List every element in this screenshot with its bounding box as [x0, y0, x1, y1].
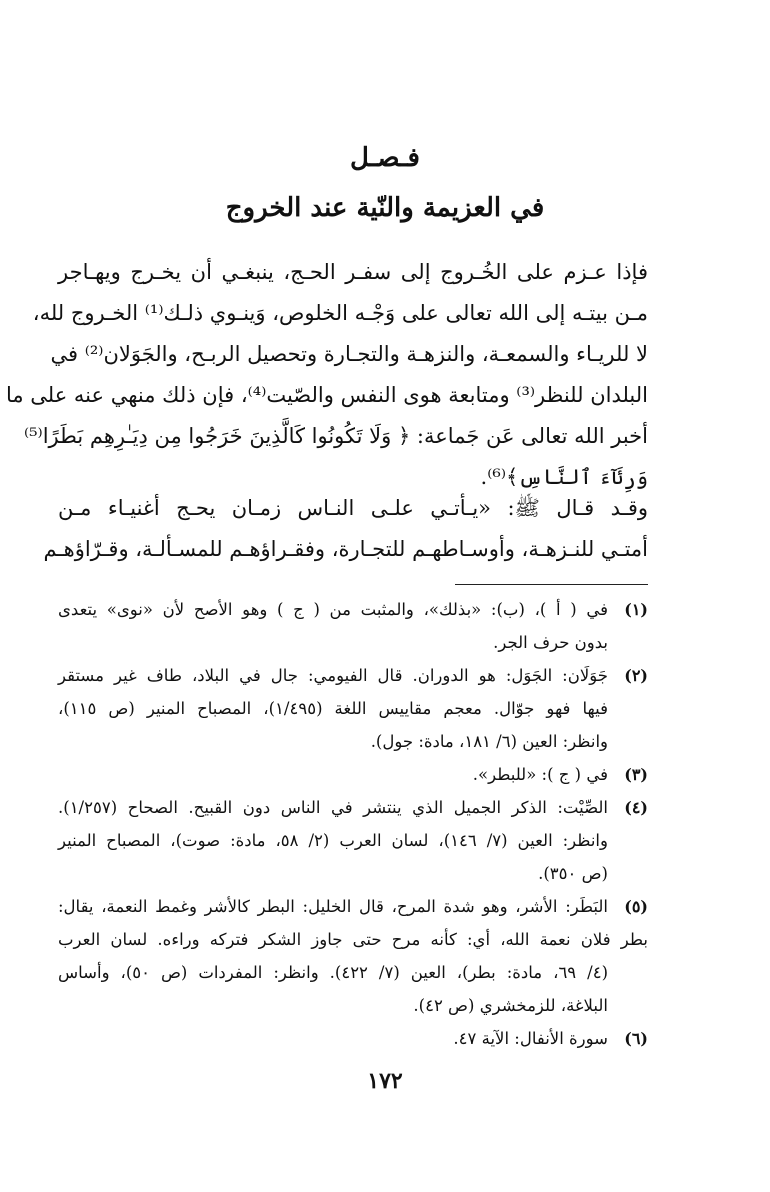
- footnote-2: [58, 659, 648, 758]
- body-paragraph-1: [5, 252, 648, 498]
- footnote-line: في ( ج ): «للبطر».: [472, 765, 608, 784]
- footnote-number: (٤): [624, 798, 648, 817]
- footnote-number: (٦): [624, 1029, 648, 1048]
- footnote-line: بطر فلان نعمة الله، أي: كأنه مرح حتى جاوز الشكر فتركه وراءه. لسان العرب: [58, 930, 648, 949]
- footnote-number: (٢): [624, 666, 648, 685]
- footnote-number: (١): [624, 600, 648, 619]
- text-line: أمتـي للنـزهـة، وأوسـاطهـم للتجـارة، وفقـراؤهـم للمسـألـة، وقـرّاؤهـم: [43, 537, 648, 561]
- footnote-line: البلاغة، للزمخشري (ص ٤٢).: [413, 996, 608, 1015]
- footnote-line: سورة الأنفال: الآية ٤٧.: [453, 1029, 608, 1048]
- text-line: فإذا عـزم على الخُـروج إلى سفـر الحـج، ينبغـي أن يخـرج ويهـاجر: [58, 260, 648, 284]
- text-line: وقـد قـال ﷺ: «يـأتـي علـى النـاس زمـان يحـج أغنيـاء مـن: [58, 496, 648, 520]
- chapter-title: في العزيمة والنّية عند الخروج: [225, 193, 545, 223]
- footnote-4: [58, 791, 648, 890]
- text-line: البلدان للنظر⁽³⁾ ومتابعة هوى النفس والصّيت⁽⁴⁾، فإن ذلك منهي عنه على ما: [5, 383, 648, 407]
- footnote-line: البَطَر: الأشر، وهو شدة المرح، قال الخليل: البطر كالأشر وغمط النعمة، يقال:: [58, 897, 608, 916]
- footnote-line: (ص ٣٥٠).: [538, 864, 608, 883]
- footnote-6: [58, 1022, 648, 1055]
- footnote-line: فيها فهو جوّال. معجم مقاييس اللغة (١/٤٩٥)، المصباح المنير (ص ١١٥)،: [58, 699, 608, 718]
- footnote-line: وانظر: العين (٧/ ١٤٦)، لسان العرب (٢/ ٥٨، مادة: صوت)، المصباح المنير: [58, 831, 608, 850]
- text-line: لا للريـاء والسمعـة، والنزهـة والتجـارة وتحصيل الربـح، والجَوَلان⁽²⁾ في: [50, 342, 648, 366]
- footnote-5: [58, 890, 648, 1022]
- footnote-line: الصِّيْت: الذكر الجميل الذي ينتشر في الناس دون القبيح. الصحاح (١/٢٥٧).: [58, 798, 608, 817]
- footnote-3: [58, 758, 648, 791]
- footnotes: [58, 593, 648, 1055]
- footnote-separator: [455, 584, 648, 585]
- page-number: ١٧٢: [367, 1068, 403, 1094]
- footnote-line: وانظر: العين (٦/ ١٨١، مادة: جول).: [370, 732, 608, 751]
- text-line: أخبر الله تعالى عَن جَماعة: ﴿ وَلَا تَكُونُوا كَالَّذِينَ خَرَجُوا مِن دِيَـٰرِهِم بَطَرًا⁽⁵⁾: [23, 424, 648, 448]
- footnote-line: جَوَلَان: الجَوَل: هو الدوران. قال الفيومي: جال في البلاد، طاف غير مستقر: [58, 666, 608, 685]
- footnote-line: في ( أ )، (ب): «بذلك»، والمثبت من ( ج ) وهو الأصح لأن «نوى» يتعدى: [58, 600, 608, 619]
- footnote-1: [58, 593, 648, 659]
- text-line: مـن بيتـه إلى الله تعالى على وَجْـه الخلوص، وَينـوي ذلـك⁽¹⁾ الخـروج لله،: [32, 301, 648, 325]
- body-paragraph-2: [43, 488, 648, 570]
- footnote-line: (٤/ ٦٩، مادة: بطر)، العين (٧/ ٤٢٢). وانظر: المفردات (ص ٥٠)، وأساس: [58, 963, 608, 982]
- text-line: وَرِئَآءَ ٱلنَّاسِ﴾⁽⁶⁾.: [480, 465, 648, 489]
- chapter-label: فـصـل: [350, 143, 420, 173]
- footnote-line: بدون حرف الجر.: [493, 633, 608, 652]
- footnote-number: (٣): [624, 765, 648, 784]
- footnote-number: (٥): [624, 897, 648, 916]
